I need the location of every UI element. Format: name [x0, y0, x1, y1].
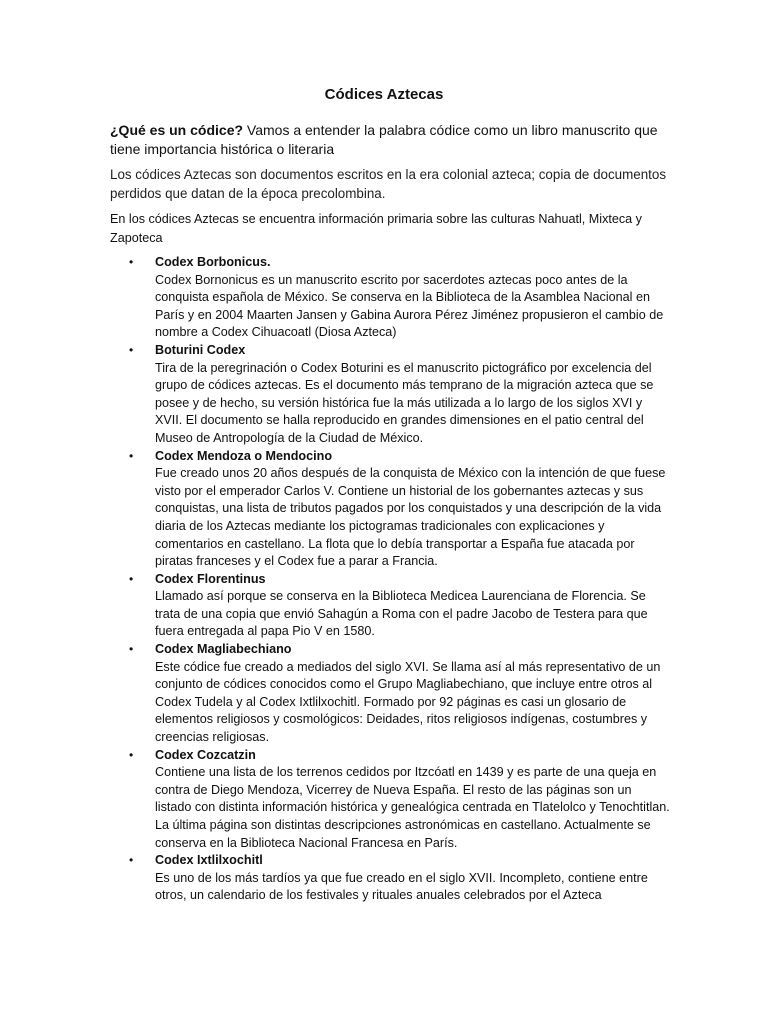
codex-list: [110, 254, 670, 905]
intro-question-rest: Vamos a entender la palabra códice como un libro manuscrito que tiene importancia histórica o literaria: [110, 122, 658, 157]
list-item: [110, 747, 670, 853]
codex-title: Codex Magliabechiano: [155, 642, 292, 657]
intro-paragraph-1: [110, 121, 670, 159]
codex-description: Contiene una lista de los terrenos cedidos por Itzcóatl en 1439 y es parte de una queja en contra de Diego Mendoza, Vicerrey de Nueva España. El resto de las páginas son un listado con distinta información histórica y genealógica centrada en Tlatelolco y Tenochtitlan. La última página son distintas descripciones astronómicas en castellano. Actualmente se conserva en la Biblioteca Nacional Francesa en París.: [155, 765, 670, 850]
codex-title: Codex Borbonicus.: [155, 255, 271, 269]
list-item: [110, 641, 670, 747]
codex-description: Codex Bornonicus es un manuscrito escrito por sacerdotes aztecas poco antes de la conquista española de México. Se conserva en la Biblioteca de la Asamblea Nacional en París y en 2004 Maarten Jansen y Gabina Aurora Pérez Jiménez propusieron el cambio de nombre a Codex Cihuacoatl (Diosa Azteca): [155, 272, 664, 340]
list-item: [110, 342, 670, 448]
intro-question: ¿Qué es un códice?: [110, 122, 244, 138]
intro-paragraph-3: En los códices Aztecas se encuentra información primaria sobre las culturas Nahuatl, Mixteca y Zapoteca: [110, 212, 642, 245]
bullet-icon: •: [129, 747, 134, 762]
bullet-icon: •: [129, 853, 134, 868]
list-item: [110, 571, 670, 641]
intro-paragraph-2: Los códices Aztecas son documentos escritos en la era colonial azteca; copia de documentos perdidos que datan de la época precolombina.: [110, 167, 667, 201]
list-item: [110, 852, 670, 905]
codex-description: Tira de la peregrinación o Codex Boturini es el manuscrito pictográfico por excelencia del grupo de códices aztecas. Es el documento más temprano de la migración azteca que se posee y de hecho, su versión histórica fue la más utilizada a lo largo de los siglos XVI y XVII. El documento se halla reproducido en grandes dimensiones en el patio central del Museo de Antropología de la Ciudad de México.: [155, 360, 654, 445]
codex-description: Fue creado unos 20 años después de la conquista de México con la intención de que fuese visto por el emperador Carlos V. Contiene un historial de los gobernantes aztecas y sus conquistas, una lista de tributos pagados por los conquistados y una descripción de la vida diaria de los Aztecas mediante los pictogramas tradicionales con explicaciones y comentarios en castellano. La flota que lo debía transportar a España fue atacada por piratas franceses y el Codex fue a parar a Francia.: [155, 466, 666, 569]
bullet-icon: •: [129, 342, 134, 357]
bullet-icon: •: [129, 448, 134, 463]
codex-title: Codex Florentinus: [155, 571, 266, 586]
list-item: [110, 448, 670, 571]
list-item: [110, 254, 670, 342]
document-title: Códices Aztecas: [324, 86, 444, 103]
codex-title: Codex Ixtlilxochitl: [155, 853, 263, 868]
codex-title: Boturini Codex: [155, 342, 246, 357]
codex-description: Llamado así porque se conserva en la Biblioteca Medicea Laurenciana de Florencia. Se trata de una copia que envió Sahagún a Roma con el padre Jacobo de Testera para que fuera entregada al papa Pio V en 1580.: [155, 589, 648, 639]
codex-description: Es uno de los más tardíos ya que fue creado en el siglo XVII. Incompleto, contiene entre otros, un calendario de los festivales y rituales anuales celebrados por el Azteca: [155, 870, 648, 903]
bullet-icon: •: [129, 571, 134, 586]
bullet-icon: •: [129, 642, 134, 657]
codex-title: Codex Mendoza o Mendocino: [155, 448, 333, 463]
bullet-icon: •: [129, 255, 134, 269]
codex-title: Codex Cozcatzin: [155, 747, 256, 762]
codex-description: Este códice fue creado a mediados del siglo XVI. Se llama así al más representativo de un conjunto de códices conocidos como el Grupo Magliabechiano, que incluye entre otros al Codex Tudela y al Codex Ixtlilxochitl. Formado por 92 páginas es casi un glosario de elementos religiosos y cosmológicos: Deidades, ritos religiosos indígenas, costumbres y creencias religiosas.: [155, 659, 661, 745]
